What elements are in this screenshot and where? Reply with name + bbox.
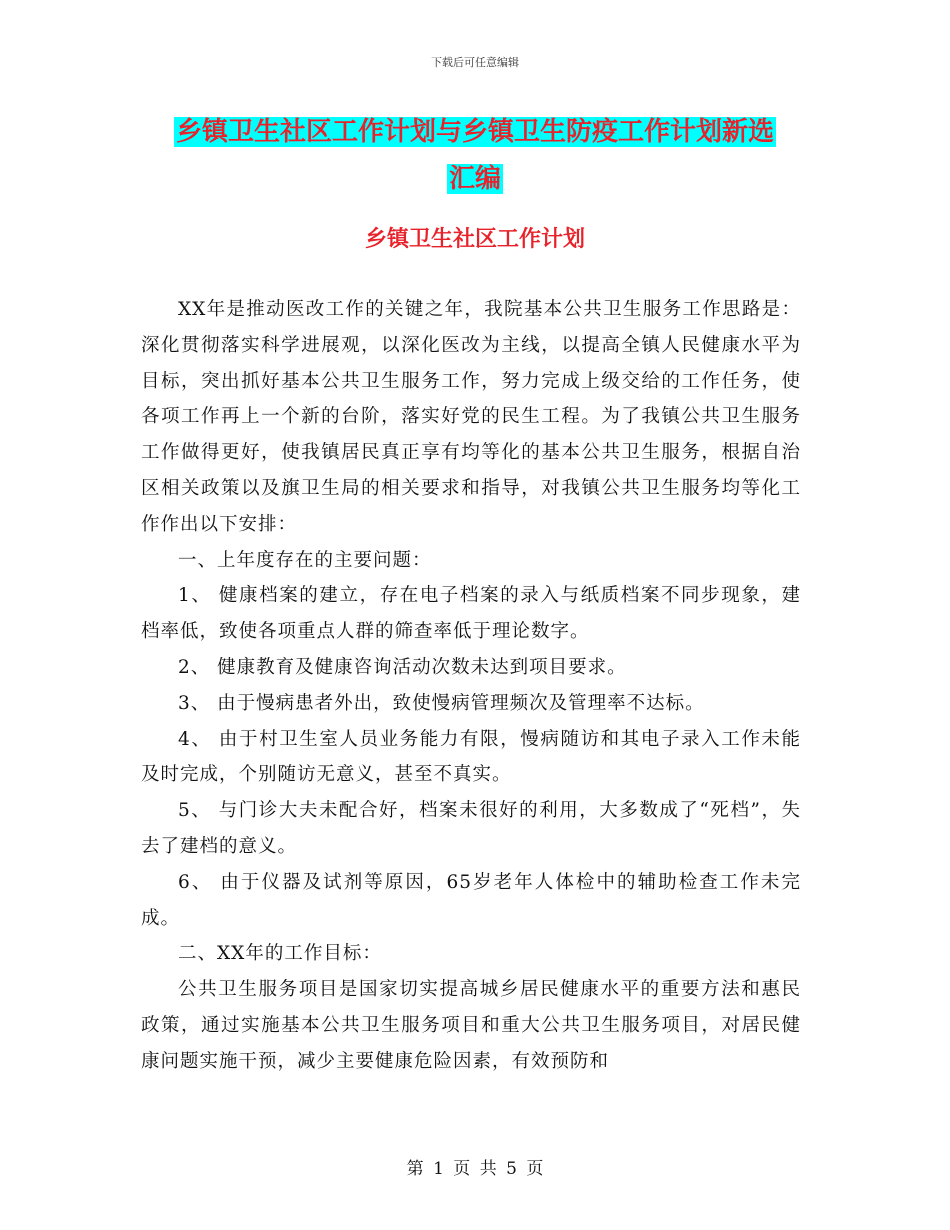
paragraph: 5、 与门诊大夫未配合好，档案未很好的利用，大多数成了“死档”，失去了建档的意义。 — [141, 800, 801, 857]
paragraph: 6、 由于仪器及试剂等原因，65岁老年人体检中的辅助检查工作未完成。 — [141, 871, 801, 929]
paragraph: 1、 健康档案的建立，存在电子档案的录入与纸质档案不同步现象，建档率低，致使各项重点人群的筛查率低于理论数字。 — [141, 585, 801, 643]
paragraph: 一、上年度存在的主要问题： — [178, 549, 432, 571]
paragraph: 二、XX年的工作目标： — [178, 943, 382, 965]
title-line-2: 汇编 — [448, 164, 501, 194]
paragraph: 4、 由于村卫生室人员业务能力有限，慢病随访和其电子录入工作未能及时完成，个别随访无意义，甚至不真实。 — [141, 728, 801, 786]
paragraph: XX年是推动医改工作的关键之年，我院基本公共卫生服务工作思路是：深化贯彻落实科学进展观，以深化医改为主线，以提高全镇人民健康水平为目标，突出抓好基本公共卫生服务工作，努力完成上级交给的工作任务，使各项工作再上一个新的台阶，落实好党的民生工程。为了我镇公共卫生服务工作做得更好，使我镇居民真正享有均等化的基本公共卫生服务，根据自治区相关政策以及旗卫生局的相关要求和指导，对我镇公共卫生服务均等化工作作出以下安排： — [141, 299, 801, 535]
document-body — [141, 292, 801, 1080]
header-note: 下载后可任意编辑 — [431, 56, 519, 69]
paragraph: 公共卫生服务项目是国家切实提高城乡居民健康水平的重要方法和惠民政策，通过实施基本公共卫生服务项目和重大公共卫生服务项目，对居民健康问题实施干预，减少主要健康危险因素，有效预防和 — [141, 979, 801, 1072]
paragraph: 3、 由于慢病患者外出，致使慢病管理频次及管理率不达标。 — [178, 692, 705, 714]
page-footer: 第 1 页 共 5 页 — [406, 1159, 544, 1179]
section-title: 乡镇卫生社区工作计划 — [364, 226, 585, 252]
paragraph: 2、 健康教育及健康咨询活动次数未达到项目要求。 — [178, 656, 627, 678]
title-line-1: 乡镇卫生社区工作计划与乡镇卫生防疫工作计划新选 — [175, 117, 774, 147]
document-title — [60, 110, 890, 204]
